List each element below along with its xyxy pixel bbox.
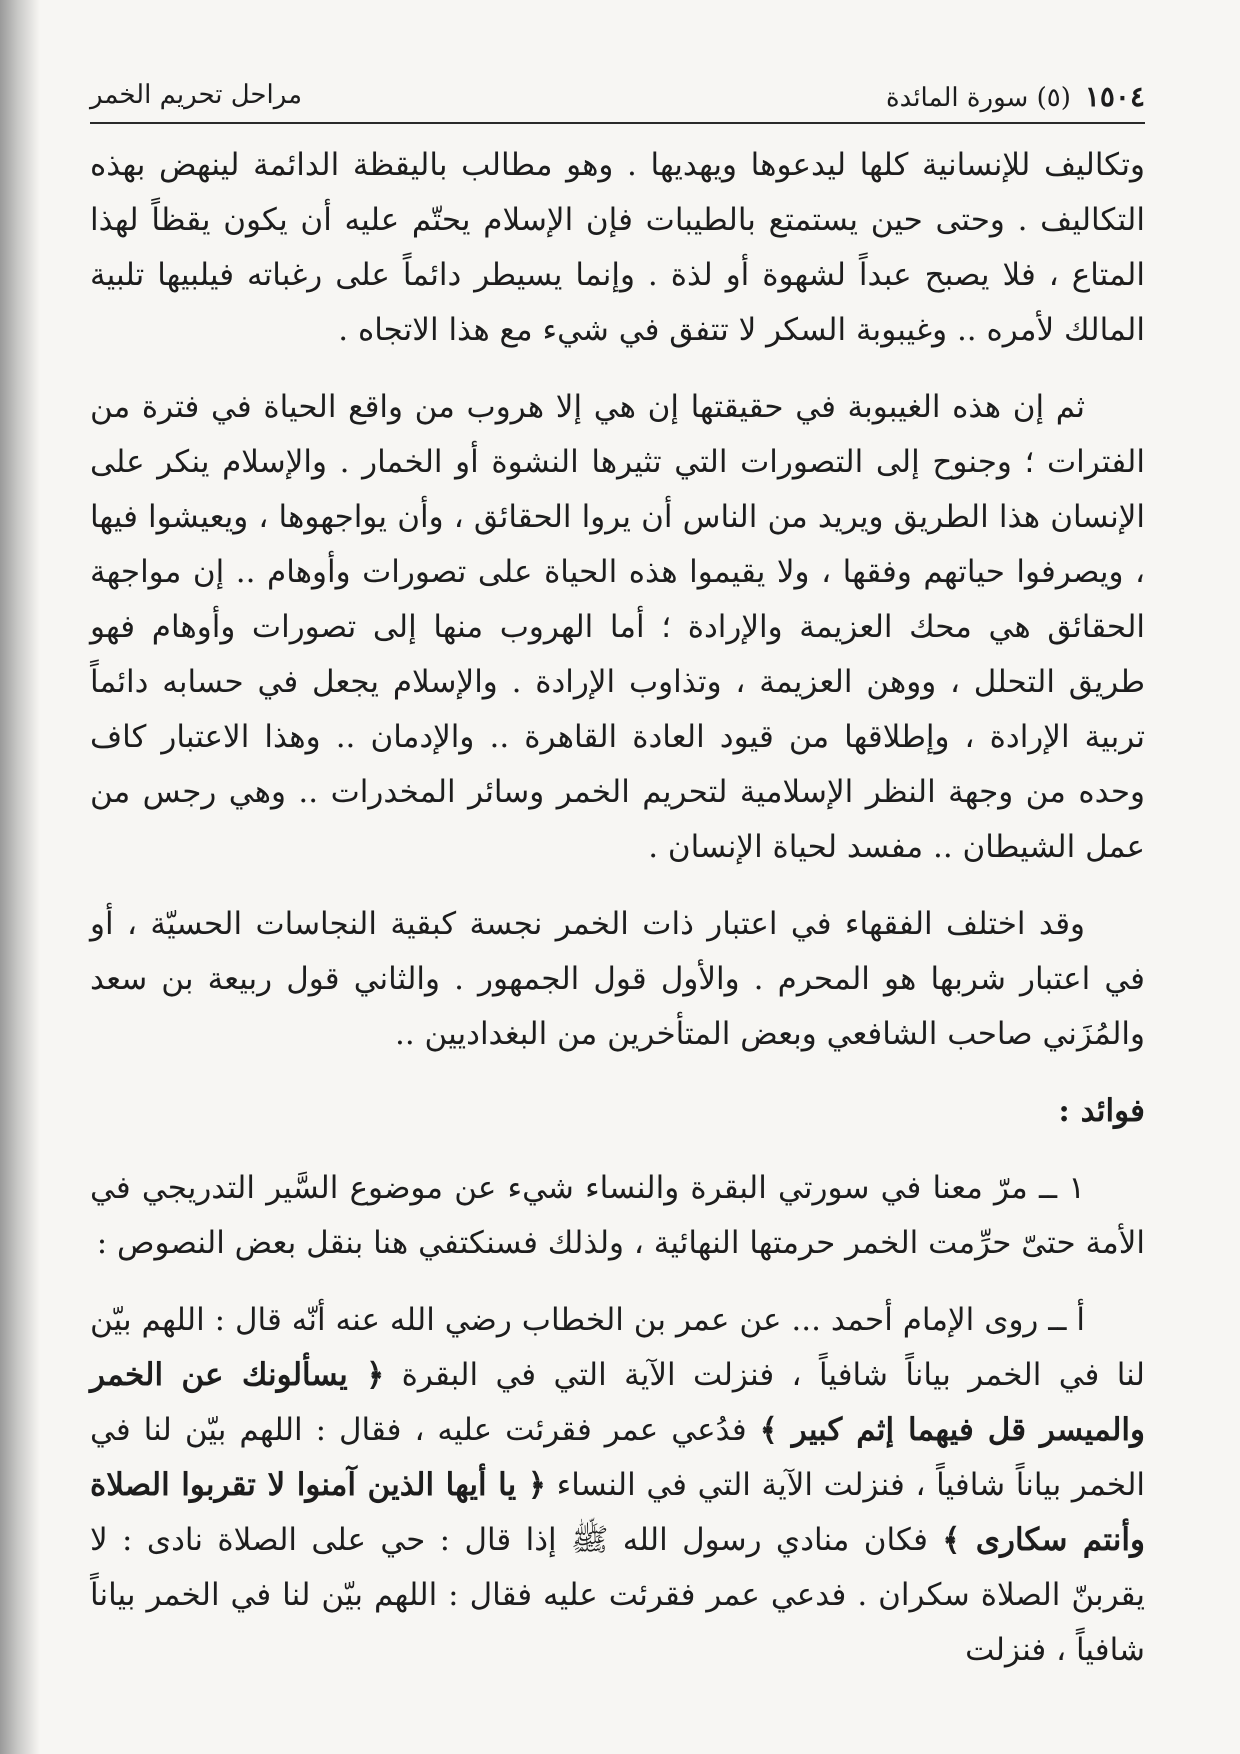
paragraph-2: ثم إن هذه الغيبوبة في حقيقتها إن هي إلا هروب من واقع الحياة في فترة من الفترات ؛ وجنوح إلى التصورات التي تثيرها النشوة أو الخمار . والإسلام ينكر على الإنسان هذا الطريق ويريد من الناس أن يروا الحقائق ، وأن يواجهوها ، ويعيشوا فيها ، ويصرفوا حياتهم وفقها ، ولا يقيموا هذه الحياة على تصورات وأوهام .. إن مواجهة الحقائق هي محك العزيمة والإرادة ؛ أما الهروب منها إلى تصورات وأوهام فهو طريق التحلل ، ووهن العزيمة ، وتذاوب الإرادة . والإسلام يجعل في حسابه دائماً تربية الإرادة ، وإطلاقها من قيود العادة القاهرة .. والإدمان .. وهذا الاعتبار كاف وحده من وجهة النظر الإسلامية لتحريم الخمر وسائر المخدرات .. وهي رجس من عمل الشيطان .. مفسد لحياة الإنسان .	[90, 389, 1145, 865]
fawaid-heading: فوائد :	[1058, 1093, 1145, 1129]
body-text	[90, 138, 1145, 1678]
chapter-topic: مراحل تحريم الخمر	[90, 80, 302, 110]
binding-shadow	[0, 0, 40, 1754]
surah-title: (٥) سورة المائدة	[886, 83, 1071, 113]
quran-verse-1: ﴿ يسألونك عن الخمر والميسر قل فيهما إثم كبير ﴾	[90, 1357, 1145, 1448]
header-page-info	[886, 80, 1145, 113]
fawaid-item-1: ١ ــ مرّ معنا في سورتي البقرة والنساء شيء عن موضوع السَّير التدريجي في الأمة حتىّ حرِّمت الخمر حرمتها النهائية ، ولذلك فسنكتفي هنا بنقل بعض النصوص :	[90, 1170, 1145, 1261]
hadith-paragraph	[90, 1293, 1145, 1678]
book-page	[90, 70, 1145, 1730]
paragraph-1: وتكاليف للإنسانية كلها ليدعوها ويهديها . وهو مطالب باليقظة الدائمة لينهض بهذه التكاليف . وحتى حين يستمتع بالطيبات فإن الإسلام يحتّم عليه أن يكون يقظاً لهذا المتاع ، فلا يصبح عبداً لشهوة أو لذة . وإنما يسيطر دائماً على رغباته فيلبيها تلبية المالك لأمره .. وغيبوبة السكر لا تتفق في شيء مع هذا الاتجاه .	[90, 147, 1145, 348]
hadith-text-1: أ ــ روى الإمام أحمد ... عن عمر بن الخطاب رضي الله عنه أنّه قال : اللهم بيّن لنا في الخمر بياناً شافياً ، فنزلت الآية التي في البقرة	[90, 1302, 1145, 1393]
running-header	[90, 70, 1145, 124]
page-number: ١٥٠٤	[1084, 80, 1145, 113]
paragraph-3: وقد اختلف الفقهاء في اعتبار ذات الخمر نجسة كبقية النجاسات الحسيّة ، أو في اعتبار شربها هو المحرم . والأول قول الجمهور . والثاني قول ربيعة بن سعد والمُزَني صاحب الشافعي وبعض المتأخرين من البغداديين ..	[90, 906, 1145, 1052]
quran-verse-2: ﴿ يا أيها الذين آمنوا لا تقربوا الصلاة وأنتم سكارى ﴾	[90, 1467, 1145, 1558]
hadith-text-3: فكان منادي رسول الله ﷺ إذا قال : حي على الصلاة نادى : لا يقربنّ الصلاة سكران . فدعي عمر فقرئت عليه فقال : اللهم بيّن لنا في الخمر بياناً شافياً ، فنزلت	[90, 1522, 1145, 1668]
hadith-text-2: فدُعي عمر فقرئت عليه ، فقال : اللهم بيّن لنا في الخمر بياناً شافياً ، فنزلت الآية التي في النساء	[90, 1412, 1145, 1503]
